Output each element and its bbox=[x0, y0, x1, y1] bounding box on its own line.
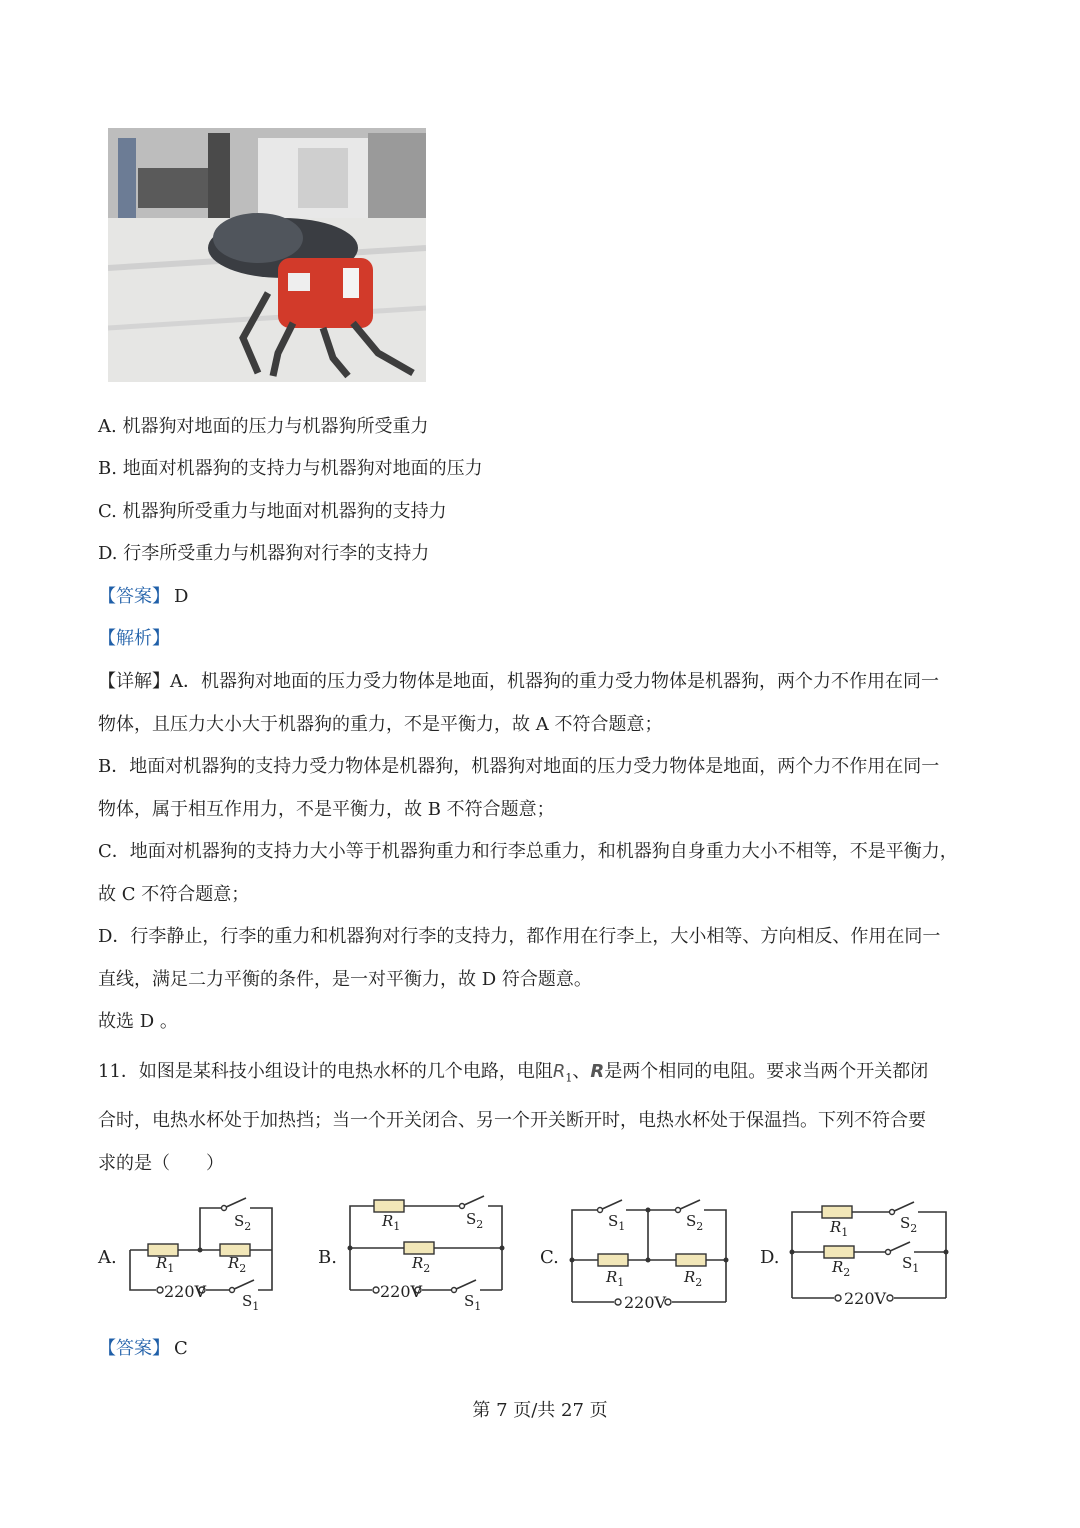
analysis-heading bbox=[98, 628, 170, 650]
circuit-c-s1-symbol: S bbox=[608, 1212, 619, 1230]
option-b-text: 地面对机器狗的支持力与机器狗对地面的压力 bbox=[122, 458, 483, 479]
circuit-c-s1 bbox=[608, 1212, 625, 1233]
option-c bbox=[98, 501, 447, 523]
circuit-b-s2-sub: 2 bbox=[476, 1218, 484, 1231]
circuit-a-letter: A. bbox=[98, 1247, 117, 1268]
circuit-d-s1-symbol: S bbox=[902, 1254, 913, 1272]
circuit-a-r1-symbol: R bbox=[156, 1254, 168, 1272]
circuit-a-voltage: 220V bbox=[164, 1282, 207, 1301]
answer-2-label: 答案 bbox=[116, 1338, 152, 1359]
circuit-a-s1-sub: 1 bbox=[252, 1300, 260, 1313]
circuit-c-r2 bbox=[684, 1268, 702, 1289]
detail-line-5: C．地面对机器狗的支持力大小等于机器狗重力和行李总重力，和机器狗自身重力大小不相等，不是平衡力， bbox=[98, 841, 958, 862]
answer-2-close: 】 bbox=[152, 1338, 170, 1359]
detail-line-2: 物体，且压力大小大于机器狗的重力，不是平衡力，故 A 不符合题意； bbox=[98, 714, 663, 735]
answer-2-value: C bbox=[174, 1338, 188, 1359]
circuit-b-s1 bbox=[464, 1292, 481, 1313]
analysis-close: 】 bbox=[152, 628, 170, 649]
circuit-a bbox=[96, 1192, 286, 1316]
question-11-line-2: 合时，电热水杯处于加热挡；当一个开关闭合、另一个开关断开时，电热水杯处于保温挡。下列不符合要 bbox=[98, 1110, 926, 1131]
circuit-b-r2-sub: 2 bbox=[423, 1262, 431, 1275]
robot-dog-photo bbox=[108, 128, 426, 382]
circuit-b-voltage: 220V bbox=[380, 1282, 423, 1301]
detail-text-1: A．机器狗对地面的压力受力物体是地面，机器狗的重力受力物体是机器狗，两个力不作用在同一 bbox=[170, 671, 939, 692]
option-a-text: 机器狗对地面的压力与机器狗所受重力 bbox=[122, 416, 429, 437]
circuit-b-r2 bbox=[412, 1254, 430, 1275]
circuit-c-r1 bbox=[606, 1268, 624, 1289]
answer-1-label: 答案 bbox=[116, 586, 152, 607]
circuit-d-letter: D. bbox=[760, 1247, 780, 1268]
circuit-a-r2-symbol: R bbox=[228, 1254, 240, 1272]
question-11-sep: 、 bbox=[572, 1061, 591, 1082]
r1-symbol: R bbox=[552, 1061, 566, 1082]
r1-sub: 1 bbox=[565, 1071, 573, 1085]
circuit-d-s2-symbol: S bbox=[900, 1214, 911, 1232]
circuit-a-s2 bbox=[234, 1212, 251, 1233]
circuit-b-r1-sub: 1 bbox=[393, 1220, 401, 1233]
circuit-c-s2-sub: 2 bbox=[696, 1220, 704, 1233]
circuit-d bbox=[758, 1192, 958, 1316]
circuit-a-s1-symbol: S bbox=[242, 1292, 253, 1310]
answer-2-open: 【 bbox=[98, 1338, 116, 1359]
detail-line-8: 直线，满足二力平衡的条件，是一对平衡力，故 D 符合题意。 bbox=[98, 969, 592, 990]
option-b-letter: B. bbox=[98, 458, 117, 479]
circuit-b-r1 bbox=[382, 1212, 400, 1233]
option-b bbox=[98, 458, 483, 480]
detail-label: 详解 bbox=[116, 671, 152, 692]
circuit-d-s1-sub: 1 bbox=[912, 1262, 920, 1275]
option-d-letter: D. bbox=[98, 543, 118, 564]
circuit-b-r2-symbol: R bbox=[412, 1254, 424, 1272]
circuit-b-s1-symbol: S bbox=[464, 1292, 475, 1310]
answer-1-close: 】 bbox=[152, 586, 170, 607]
detail-close: 】 bbox=[152, 671, 170, 692]
robot-dog-illustration bbox=[108, 128, 426, 382]
question-11-line-3: 求的是（ ） bbox=[98, 1153, 224, 1174]
circuit-a-s2-symbol: S bbox=[234, 1212, 245, 1230]
circuit-d-r1-sub: 1 bbox=[841, 1226, 849, 1239]
detail-line-3: B．地面对机器狗的支持力受力物体是机器狗，机器狗对地面的压力受力物体是地面，两个力不作用在同一 bbox=[98, 756, 940, 777]
circuit-a-s1 bbox=[242, 1292, 259, 1313]
option-c-text: 机器狗所受重力与地面对机器狗的支持力 bbox=[122, 501, 447, 522]
circuit-c-r1-symbol: R bbox=[606, 1268, 618, 1286]
circuit-b-letter: B. bbox=[318, 1247, 337, 1268]
circuit-c-r2-sub: 2 bbox=[695, 1276, 703, 1289]
detail-open: 【 bbox=[98, 671, 116, 692]
option-d-text: 行李所受重力与机器狗对行李的支持力 bbox=[123, 543, 430, 564]
page-footer: 第 7 页/共 27 页 bbox=[472, 1400, 608, 1421]
circuit-a-r1 bbox=[156, 1254, 174, 1275]
r2-symbol: R bbox=[590, 1061, 605, 1082]
circuit-b bbox=[316, 1192, 516, 1316]
circuit-a-s2-sub: 2 bbox=[244, 1220, 252, 1233]
circuit-c-r2-symbol: R bbox=[684, 1268, 696, 1286]
analysis-label: 解析 bbox=[116, 628, 152, 649]
circuit-c-r1-sub: 1 bbox=[617, 1276, 625, 1289]
option-a-letter: A. bbox=[98, 416, 117, 437]
detail-line-6: 故 C 不符合题意； bbox=[98, 884, 250, 905]
circuit-b-s2 bbox=[466, 1210, 483, 1231]
detail-line-1 bbox=[98, 671, 939, 693]
option-a bbox=[98, 416, 428, 438]
circuit-d-r2-symbol: R bbox=[832, 1258, 844, 1276]
question-11-line-1 bbox=[98, 1061, 928, 1090]
circuit-c bbox=[538, 1192, 738, 1320]
option-c-letter: C. bbox=[98, 501, 117, 522]
circuit-d-s1 bbox=[902, 1254, 919, 1275]
circuit-d-s2 bbox=[900, 1214, 917, 1235]
circuit-c-letter: C. bbox=[540, 1247, 559, 1268]
answer-2 bbox=[98, 1338, 188, 1360]
circuit-b-s1-sub: 1 bbox=[474, 1300, 482, 1313]
circuit-a-r2-sub: 2 bbox=[239, 1262, 247, 1275]
circuit-d-r2-sub: 2 bbox=[843, 1266, 851, 1279]
circuit-d-r1-symbol: R bbox=[830, 1218, 842, 1236]
circuit-d-r2 bbox=[832, 1258, 850, 1279]
circuit-d-s2-sub: 2 bbox=[910, 1222, 918, 1235]
option-d bbox=[98, 543, 429, 565]
detail-line-4: 物体，属于相互作用力，不是平衡力，故 B 不符合题意； bbox=[98, 799, 555, 820]
circuit-d-r1 bbox=[830, 1218, 848, 1239]
question-11-text-b: 是两个相同的电阻。要求当两个开关都闭 bbox=[604, 1061, 929, 1082]
detail-line-7: D．行李静止，行李的重力和机器狗对行李的支持力，都作用在行李上，大小相等、方向相反、作用在同一 bbox=[98, 926, 941, 947]
question-11-text-a: 11．如图是某科技小组设计的电热水杯的几个电路，电阻 bbox=[98, 1061, 553, 1082]
circuit-c-s2-symbol: S bbox=[686, 1212, 697, 1230]
detail-line-9: 故选 D 。 bbox=[98, 1011, 178, 1032]
analysis-open: 【 bbox=[98, 628, 116, 649]
circuit-a-r1-sub: 1 bbox=[167, 1262, 175, 1275]
answer-1-open: 【 bbox=[98, 586, 116, 607]
circuit-c-s1-sub: 1 bbox=[618, 1220, 626, 1233]
circuit-a-r2 bbox=[228, 1254, 246, 1275]
circuit-d-voltage: 220V bbox=[844, 1289, 887, 1308]
circuit-c-s2 bbox=[686, 1212, 703, 1233]
circuit-b-s2-symbol: S bbox=[466, 1210, 477, 1228]
answer-1 bbox=[98, 586, 188, 608]
answer-1-value: D bbox=[174, 586, 189, 607]
circuit-c-voltage: 220V bbox=[624, 1293, 667, 1312]
circuit-b-r1-symbol: R bbox=[382, 1212, 394, 1230]
